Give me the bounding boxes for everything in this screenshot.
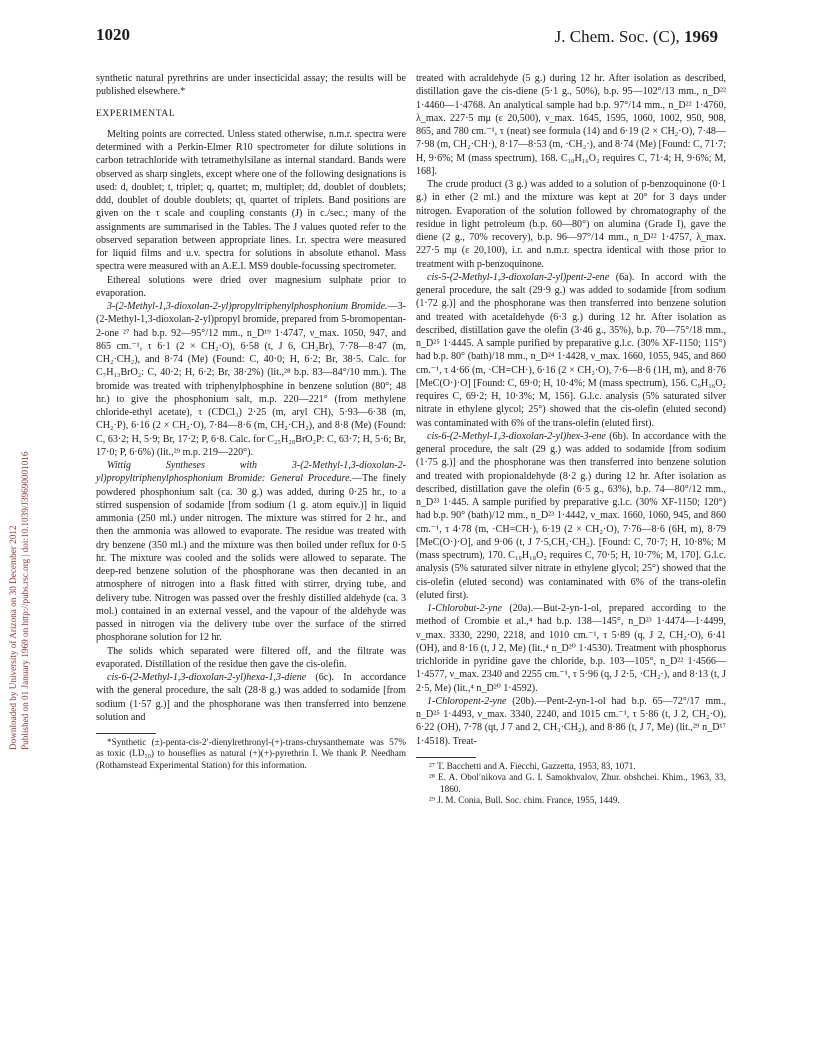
- paragraph-hexadiene: [96, 671, 406, 724]
- footnote: *Synthetic (±)-penta-cis-2′-dienylrethronyl-(+)-trans-chrysanthemate was 57% as toxic (LD₅₀) to houseflies as natural (+)(+)-pyrethrin I. We thank P. Needham (Rothamstead Experimental Station) for this information.: [96, 737, 406, 770]
- paragraph-benzoquinone: The crude product (3 g.) was added to a solution of p-benzoquinone (0·1 g.) in ether (2 ml.) and the mixture was kept at 20° for 3 days under nitrogen. Evaporation of the solution followed by chromatography of the residue in light petroleum (b.p. 60—80°) on alumina (Grade I), gave the diene (2 g., 70% recovery), b.p. 96—97°/14 mm., n_D²² 1·4757, λ_max. 227·5 mμ (ε 20,100), i.r. and n.m.r. spectra identical with those prior to treatment with p-benzoquinone.: [416, 179, 726, 270]
- paragraph-chlorobutyne: [416, 602, 726, 695]
- intro-paragraph: synthetic natural pyrethrins are under insecticidal assay; the results will be published elsewhere.*: [96, 73, 406, 98]
- paragraph-wittig-procedure: [96, 459, 406, 645]
- paragraph-body: —The finely powdered phosphonium salt (ca. 30 g.) was added, during 0·25 hr., to a stirred suspension of sodamide [from sodium (1 g. atom equiv.)] in liquid ammonia (250 ml.) under nitrogen. The mixture was stirred for 2 hr., and then the ammonia was allowed to evaporate. The residue was treated with dry benzene (350 ml.) and the mixture was then boiled under reflux for 0·5 hr. The mixture was cooled and the solids were allowed to separate. The deep-red benzene solution of the phosphorane was then decanted in an atmosphere of nitrogen into a flask fitted with stirrer, drying tube, and delivery tube. Nitrogen was passed over the freshly distilled aldehyde (ca. 3 mol.) contained in an external vessel, and the vapour of the aldehyde was passed in nitrogen via the delivery tube over the surface of the stirred phosphorane solution for 12 hr.: [96, 473, 406, 644]
- compound-title: cis-6-(2-Methyl-1,3-dioxolan-2-yl)hexa-1,3-diene: [107, 672, 307, 683]
- paragraph-drying: Ethereal solutions were dried over magnesium sulphate prior to evaporation.: [96, 274, 406, 299]
- paragraph-hexene: [416, 430, 726, 602]
- journal-header: [555, 27, 718, 47]
- paragraph-body: (20b).—Pent-2-yn-1-ol had b.p. 65—72°/17 mm., n_D²⁵ 1·4493, ν_max. 3340, 2240, and 1015 cm.⁻¹, τ 5·86 (t, J 2, CH₂·O), 6·22 (OH), 7·78 (qt, J 7 and 2, CH₃·CH₂), and 8·86 (t, J 7, Me) (lit.,²⁹ n_D¹⁷ 1·4518). Treat-: [416, 695, 726, 747]
- paragraph-chloropentyne: [416, 695, 726, 748]
- paragraph-body: (20a).—But-2-yn-1-ol, prepared according to the method of Crombie et al.,⁴ had b.p. 138—145°, n_D²³ 1·4474—1·4499, ν_max. 3330, 2290, 2218, and 1010 cm.⁻¹, τ 5·89 (q, J 2, CH₂·O), 6·41 (OH), and 8·16 (t, J 2, Me) (lit.,⁴ n_D²⁰ 1·4530). Treatment with phosphorus trichloride in pyridine gave the chloride, b.p. 103—105°, n_D²² 1·4566—1·4577, ν_max. 2340 and 2255 cm.⁻¹, τ 5·96 (q, J 2·5, ·CH₂·), and 8·13 (t, J 2·5, Me) (lit.,⁴ n_D²⁰ 1·4592).: [416, 603, 726, 694]
- reference-28: ²⁸ E. A. Obol′nikova and G. I. Samokhvalov, Zhur. obshchei. Khim., 1963, 33, 1860.: [429, 772, 726, 794]
- left-column: [96, 72, 406, 771]
- reference-27: ²⁷ T. Bacchetti and A. Fiecchi, Gazzetta, 1953, 83, 1071.: [429, 760, 636, 771]
- download-notice: Downloaded by University of Arizona on 30 December 2012: [8, 525, 18, 750]
- paragraph-methods: Melting points are corrected. Unless stated otherwise, n.m.r. spectra were determined with a Perkin-Elmer R10 spectrometer for dilute solutions in carbon tetrachloride with tetramethylsilane as internal standard. Bands were observed as sharp singlets, except where one of the following designations is used: d, doublet; t, triplet; q, quartet; m, multiplet; dd, doublet of doublets; ddd, doublet of double doublets; qt, quartet of triplets. Band positions are given on the τ scale and coupling constants (J) in c./sec.; many of the assignments are summarised in the Tables. The J values quoted refer to the observed separation between appropriate lines. I.r. spectra were measured for liquid films and u.v. spectra for solutions in absolute ethanol. Mass spectra were measured with an A.E.I. MS9 double-focussing spectrometer.: [96, 128, 406, 273]
- footnote-rule: [96, 733, 156, 734]
- paragraph-body: (6b). In accordance with the general procedure, the salt (29 g.) was added to sodamide [from sodium (1·75 g.)] and the phosphorane was then transferred into benzene solution and treated with propionaldehyde (8·2 g.) during 12 hr. After isolation as described, distillation gave the olefin (6·5 g., 63%), b.p. 74—80°/12 mm., n_D²³ 1·445. A sample purified by preparative g.l.c. (30% XF-1150; 120°) had b.p. 90° (bath)/12 mm., n_D²³ 1·4442, ν_max. 1660, 1060, 945, and 860 cm.⁻¹, τ 4·78 (m, ·CH=CH·), 6·19 (2 × CH₂·O), 7·76—8·6 (6H, m), 8·79 [MeC(O·)·O], and 9·06 (t, J 7·5,CH₃·CH₂). [Found: C, 70·7; H, 10·8%; M (mass spectrum), 170. C₁₀H₁₈O₂ requires C, 70·5; H, 10·7%; M, 170]. G.l.c. analysis (5% saturated silver nitrate in ethylene glycol; 25°) showed that the cis-olefin (eluted second) was contaminated with 6% of the trans-olefin (eluted first).: [416, 430, 726, 601]
- compound-title: cis-5-(2-Methyl-1,3-dioxolan-2-yl)pent-2-ene: [427, 271, 610, 283]
- paragraph-diene-continued: treated with acraldehyde (5 g.) during 12 hr. After isolation as described, distillation gave the cis-diene (5·1 g., 50%), b.p. 95—102°/13 mm., n_D²² 1·4460—1·4768. An analytical sample had b.p. 97°/14 mm., n_D²² 1·4760, λ_max. 227·5 mμ (ε 20,500), ν_max. 1645, 1595, 1060, 1002, 950, 908, 865, and 780 cm.⁻¹, τ (neat) see formula (14) and 6·19 (2 × CH₂·O), 7·48—7·98 (m, CH₂·CH·), 8·17—8·53 (m, ·CH₂·), and 8·74 (Me) [Found: C, 71·7; H, 9·6%; M (mass spectrum), 168. C₁₀H₁₆O₂ requires C, 71·4; H, 9·6%; M, 168].: [416, 73, 726, 177]
- publication-notice[interactable]: Published on 01 January 1969 on http://pubs.rsc.org | doi:10.1039/J39690001016: [20, 451, 30, 750]
- paragraph-pentene: [416, 271, 726, 430]
- procedure-title: Wittig Syntheses with 3-(2-Methyl-1,3-dioxolan-2-yl)propyltriphenylphosphonium Bromide: General Procedure.: [96, 460, 406, 485]
- references-rule: [416, 757, 476, 758]
- paragraph-isolation: The solids which separated were filtered off, and the filtrate was evaporated. Distillation of the residue then gave the cis-olefin.: [96, 645, 406, 670]
- paragraph-phosphonium-bromide: [96, 300, 406, 459]
- page-number: 1020: [96, 25, 130, 44]
- compound-title: 1-Chloropent-2-yne: [427, 695, 507, 707]
- section-heading-experimental: EXPERIMENTAL: [96, 108, 176, 119]
- reference-29: ²⁹ J. M. Conia, Bull. Soc. chim. France, 1955, 1449.: [429, 794, 620, 805]
- right-column: [416, 72, 726, 806]
- compound-title: 1-Chlorobut-2-yne: [427, 603, 502, 614]
- paragraph-body: (6c). In accordance with the general procedure, the salt (28·8 g.) was added to sodamide [from sodium (1·57 g.)] and the phosphorane was then transferred into benzene solution and: [96, 672, 406, 723]
- paragraph-body: (6a). In accord with the general procedure, the salt (29·9 g.) was added to sodamide [from sodium (1·72 g.)] and the phosphorane was then transferred into benzene solution and treated with acetaldehyde (6·3 g.) during 12 hr. After isolation as described, distillation gave the olefin (3·46 g., 35%), b.p. 70—75°/18 mm., n_D²⁵ 1·4445. A sample purified by preparative g.l.c. (30% XF-1150; 115°) had b.p. 80° (bath)/18 mm., n_D²⁴ 1·4428, ν_max. 1660, 1055, 945, and 860 cm.⁻¹, τ 4·66 (m, ·CH=CH·), 6·16 (2 × CH₂·O), 7·6—8·6 (1H, m), and 8·76 [MeC(O·)·O] [Found: C, 69·0; H, 10·4%; M (mass spectrum), 156. C₉H₁₆O₂ requires C, 69·2; H, 10·3%; M, 156]. G.l.c. analysis (5% saturated silver nitrate in ethylene glycol; 25°) showed that the cis-olefin (eluted second) was contaminated with 6% of the trans-olefin (eluted first).: [416, 271, 726, 429]
- journal-name: J. Chem. Soc. (C),: [554, 27, 680, 46]
- compound-title: cis-6-(2-Methyl-1,3-dioxolan-2-yl)hex-3-ene: [427, 430, 606, 442]
- paragraph-body: —3-(2-Methyl-1,3-dioxolan-2-yl)propyl bromide, prepared from 5-bromopentan-2-one ²⁷ had b.p. 92—95°/12 mm., n_D¹⁹ 1·4747, ν_max. 1050, 947, and 865 cm.⁻¹, τ 6·1 (2 × CH₂·O), 6·58 (t, J 6, CH₂Br), 7·78—8·47 (m, CH₂·CH₂), and 8·74 (Me) (Found: C, 40·0; H, 6·2; Br, 38·5. Calc. for C₇H₁₃BrO₂: C, 40·2; H, 6·2; Br, 38·2%) (lit.,²⁸ b.p. 83—84°/10 mm.). The bromide was treated with triphenylphosphine in benzene solution (80°; 48 hr.) to give the phosphonium salt, m.p. 220—221° (from methylene chloride-ethyl acetate), τ (CDCl₃) 2·25 (m, aryl CH), 5·93—6·38 (m, CH₂·P), 6·16 (2 × CH₂·O), 7·84—8·6 (m, CH₂·CH₂), and 8·8 (Me) (Found: C, 63·2; H, 5·9; Br, 17·2; P, 6·8. Calc. for C₂₅H₂₈BrO₂P: C, 63·7; H, 5·6; Br, 17·0; P, 6·6%) (lit.,²⁹ m.p. 219—220°).: [96, 301, 406, 458]
- compound-title: 3-(2-Methyl-1,3-dioxolan-2-yl)propyltriphenylphosphonium Bromide.: [107, 301, 388, 312]
- journal-year: 1969: [684, 27, 718, 46]
